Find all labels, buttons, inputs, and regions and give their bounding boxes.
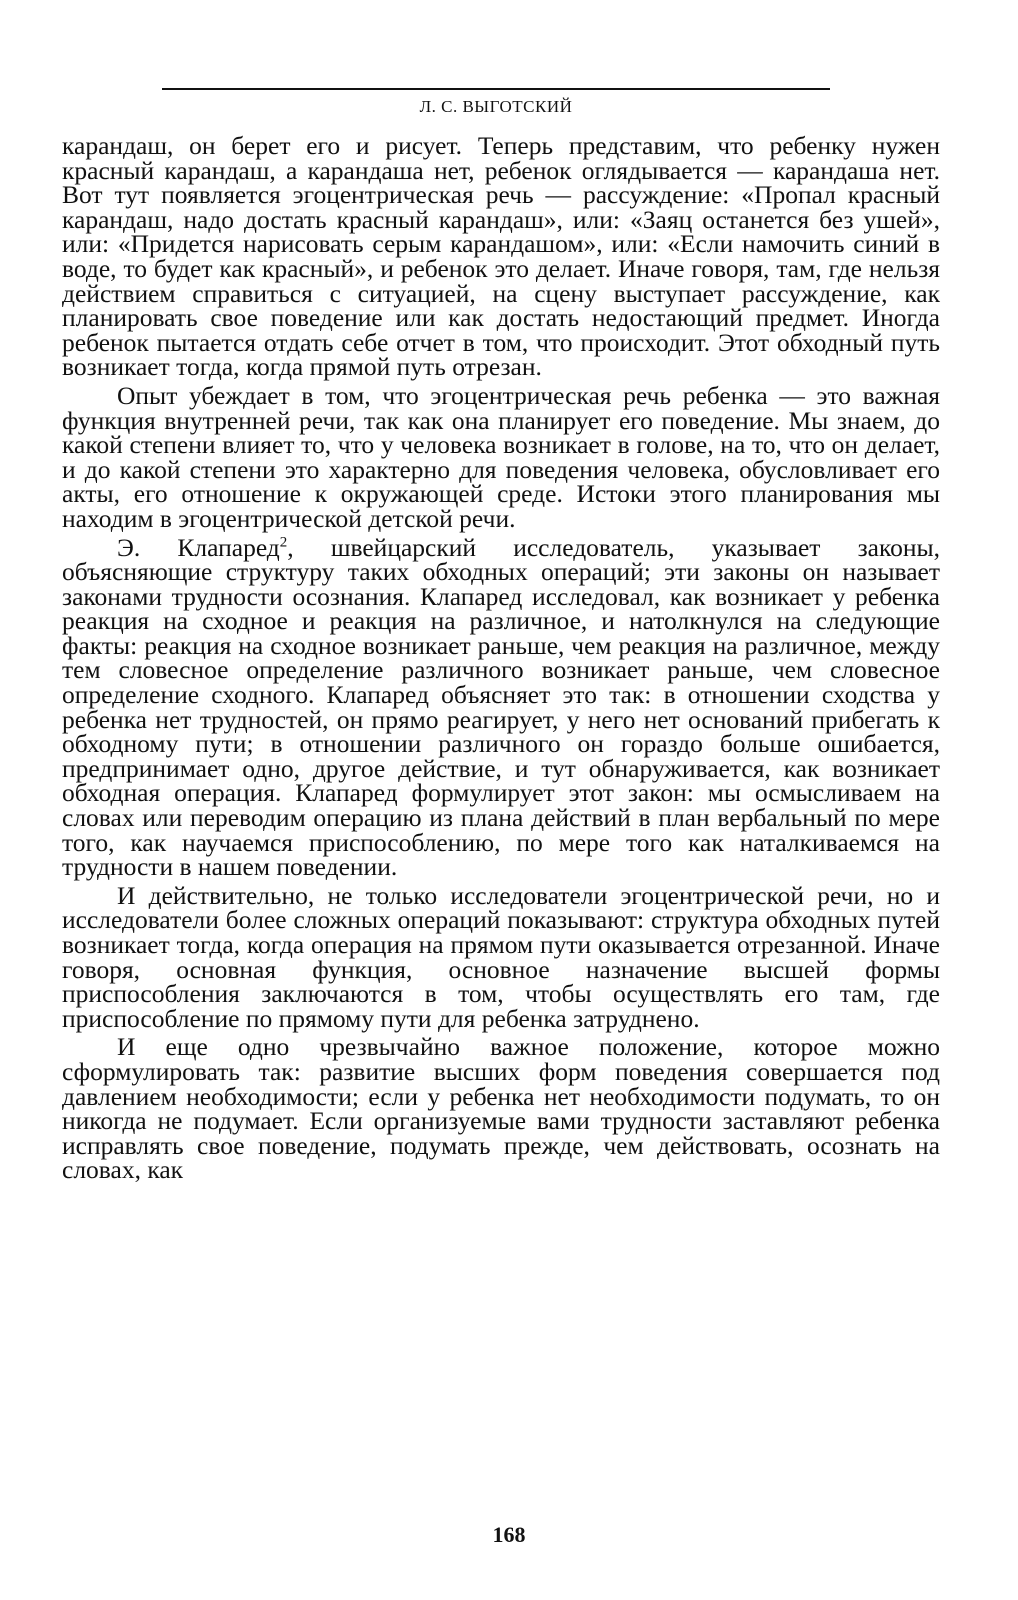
paragraph-3-rest: , швейцарский исследователь, указывает законы, объясняющие структуру таких обходных операций; эти законы он называет законами трудности осознания. Клапаред исследовал, как возникает у ребенка реакция на сходное и реакция на различное, и натолкнулся на следующие факты: реакция на сходное возникает раньше, чем реакция на различное, между тем словесное определение различного возникает раньше, чем словесное определение сходного. Клапаред объясняет это так: в отношении сходства у ребенка нет трудностей, он прямо реагирует, у него нет оснований прибегать к обходному пути; в отношении различного он гораздо больше ошибается, предпринимает одно, другое действие, и тут обнаруживается, как возникает обходная операция. Клапаред формулирует этот закон: мы осмысливаем на словах или переводим операцию из плана действий в план вербальный по мере того, как научаемся приспособлению, по мере того как наталкиваемся на трудности в нашем поведении. <box>62 532 940 882</box>
body-text <box>62 131 940 1185</box>
running-head: Л. С. ВЫГОТСКИЙ <box>419 97 573 116</box>
paragraph-3-start: Э. Клапаред <box>117 532 280 562</box>
paragraph-5: И еще одно чрезвычайно важное положение, которое можно сформулировать так: развитие высших форм поведения совершается под давлением необходимости; если у ребенка нет необходимости подумать, то он никогда не подумает. Если организуемые вами трудности заставляют ребенка исправлять свое поведение, подумать прежде, чем действовать, осознать на словах, как <box>62 1032 940 1185</box>
paragraph-4: И действительно, не только исследователи эгоцентрической речи, но и исследователи более сложных операций показывают: структура обходных путей возникает тогда, когда операция на прямом пути оказывается отрезанной. Иначе говоря, основная функция, основное назначение высшей формы приспособления заключаются в том, чтобы осуществлять его там, где приспособление по прямому пути для ребенка затруднено. <box>62 880 940 1033</box>
page-number: 168 <box>492 1522 526 1547</box>
paragraph-1: карандаш, он берет его и рисует. Теперь представим, что ребенку нужен красный карандаш, а карандаша нет, ребенок оглядывается — карандаша нет. Вот тут появляется эгоцентрическая речь — рассуждение: «Пропал красный карандаш, надо достать красный карандаш», или: «Заяц останется без ушей», или: «Придется нарисовать серым карандашом», или: «Если намочить синий в воде, то будет как красный», и ребенок это делает. Иначе говоря, там, где нельзя действием справиться с ситуацией, на сцену выступает рассуждение, как планировать свое поведение или как достать недостающий предмет. Иногда ребенок пытается отдать себе отчет в том, что происходит. Этот обходный путь возникает тогда, когда прямой путь отрезан. <box>62 131 940 382</box>
footnote-marker: 2 <box>279 534 288 550</box>
header-rule <box>162 88 830 90</box>
paragraph-2: Опыт убеждает в том, что эгоцентрическая речь ребенка — это важная функция внутренней речи, так как она планирует его поведение. Мы знаем, до какой степени влияет то, что у человека возникает в голове, на то, что он делает, и до какой степени это характерно для поведения человека, обусловливает его акты, его отношение к окружающей среде. Истоки этого планирования мы находим в эгоцентрической детской речи. <box>62 380 940 533</box>
paragraph-3 <box>62 532 940 882</box>
